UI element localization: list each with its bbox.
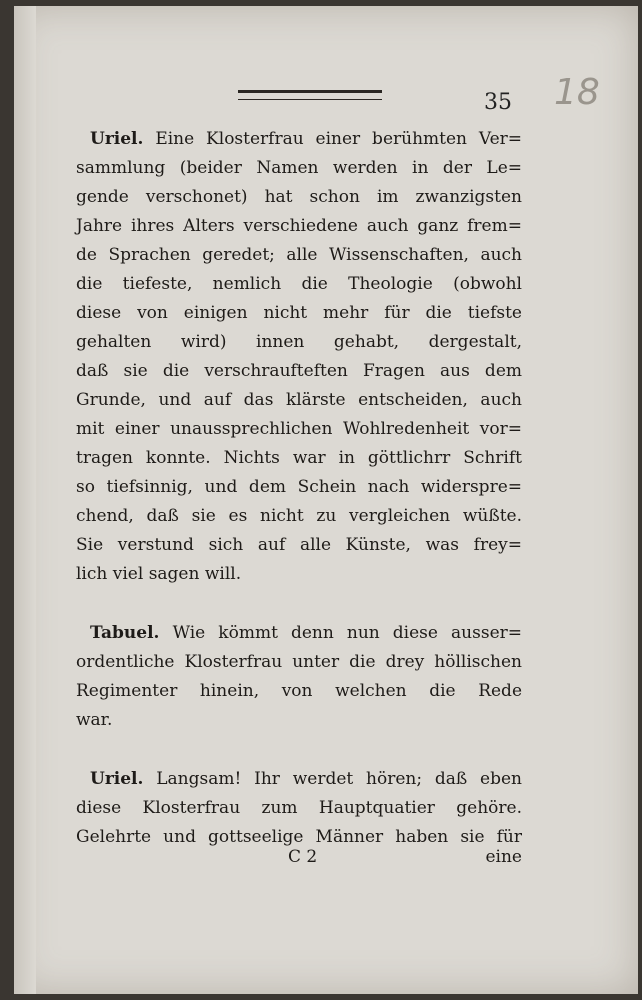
text-line: de Sprachen geredet; alle Wissenschaften, auch [76, 245, 522, 265]
line-text: Eine Klosterfrau einer berühmten Ver= [155, 129, 523, 149]
paragraph [76, 125, 522, 589]
page-gutter [14, 6, 36, 994]
text-line: lich viel sagen will. [76, 564, 242, 584]
page-footer [76, 847, 522, 876]
text-line: Sie verstund sich auf alle Künste, was frey= [76, 535, 522, 555]
text-line: diese von einigen nicht mehr für die tiefste [76, 303, 522, 323]
text-line: sammlung (beider Namen werden in der Le= [76, 158, 522, 178]
speaker-name: Tabuel. [90, 623, 160, 643]
catchword: eine [485, 847, 522, 867]
text-line: mit einer unaussprechlichen Wohlredenheit vor= [76, 419, 522, 439]
speaker-name: Uriel. [90, 129, 144, 149]
text-line: daß sie die verschraufteften Fragen aus dem [76, 361, 522, 381]
text-line: so tiefsinnig, und dem Schein nach widerspre= [76, 477, 522, 497]
text-line: Jahre ihres Alters verschiedene auch ganz frem= [76, 216, 522, 236]
text-line [76, 619, 522, 648]
line-text: Langsam! Ihr werdet hören; daß eben [156, 769, 523, 789]
text-line [76, 765, 522, 794]
text-line: Gelehrte und gottseelige Männer haben sie für [76, 827, 522, 847]
text-line: die tiefeste, nemlich die Theologie (obwohl [76, 274, 522, 294]
text-line: tragen konnte. Nichts war in göttlichrr Schrift [76, 448, 522, 468]
speaker-name: Uriel. [90, 769, 144, 789]
text-line: diese Klosterfrau zum Hauptquatier gehöre. [76, 798, 522, 818]
pencil-folio-number: 18 [554, 72, 600, 113]
text-line: chend, daß sie es nicht zu vergleichen wüßte. [76, 506, 522, 526]
paragraph [76, 765, 522, 852]
text-line: gehalten wird) innen gehabt, dergestalt, [76, 332, 522, 352]
text-line: Grunde, und auf das klärste entscheiden, auch [76, 390, 522, 410]
body-text [76, 125, 522, 852]
paragraph [76, 619, 522, 735]
line-text: Wie kömmt denn nun diese ausser= [172, 623, 522, 643]
text-line: gende verschonet) hat schon im zwanzigsten [76, 187, 522, 207]
text-line: ordentliche Klosterfrau unter die drey höllischen [76, 652, 522, 672]
header-rule [238, 90, 382, 100]
text-line: war. [76, 710, 113, 730]
text-line [76, 125, 522, 154]
page-number: 35 [484, 90, 512, 115]
printer-signature: C 2 [288, 847, 318, 867]
text-line: Regimenter hinein, von welchen die Rede [76, 681, 522, 701]
